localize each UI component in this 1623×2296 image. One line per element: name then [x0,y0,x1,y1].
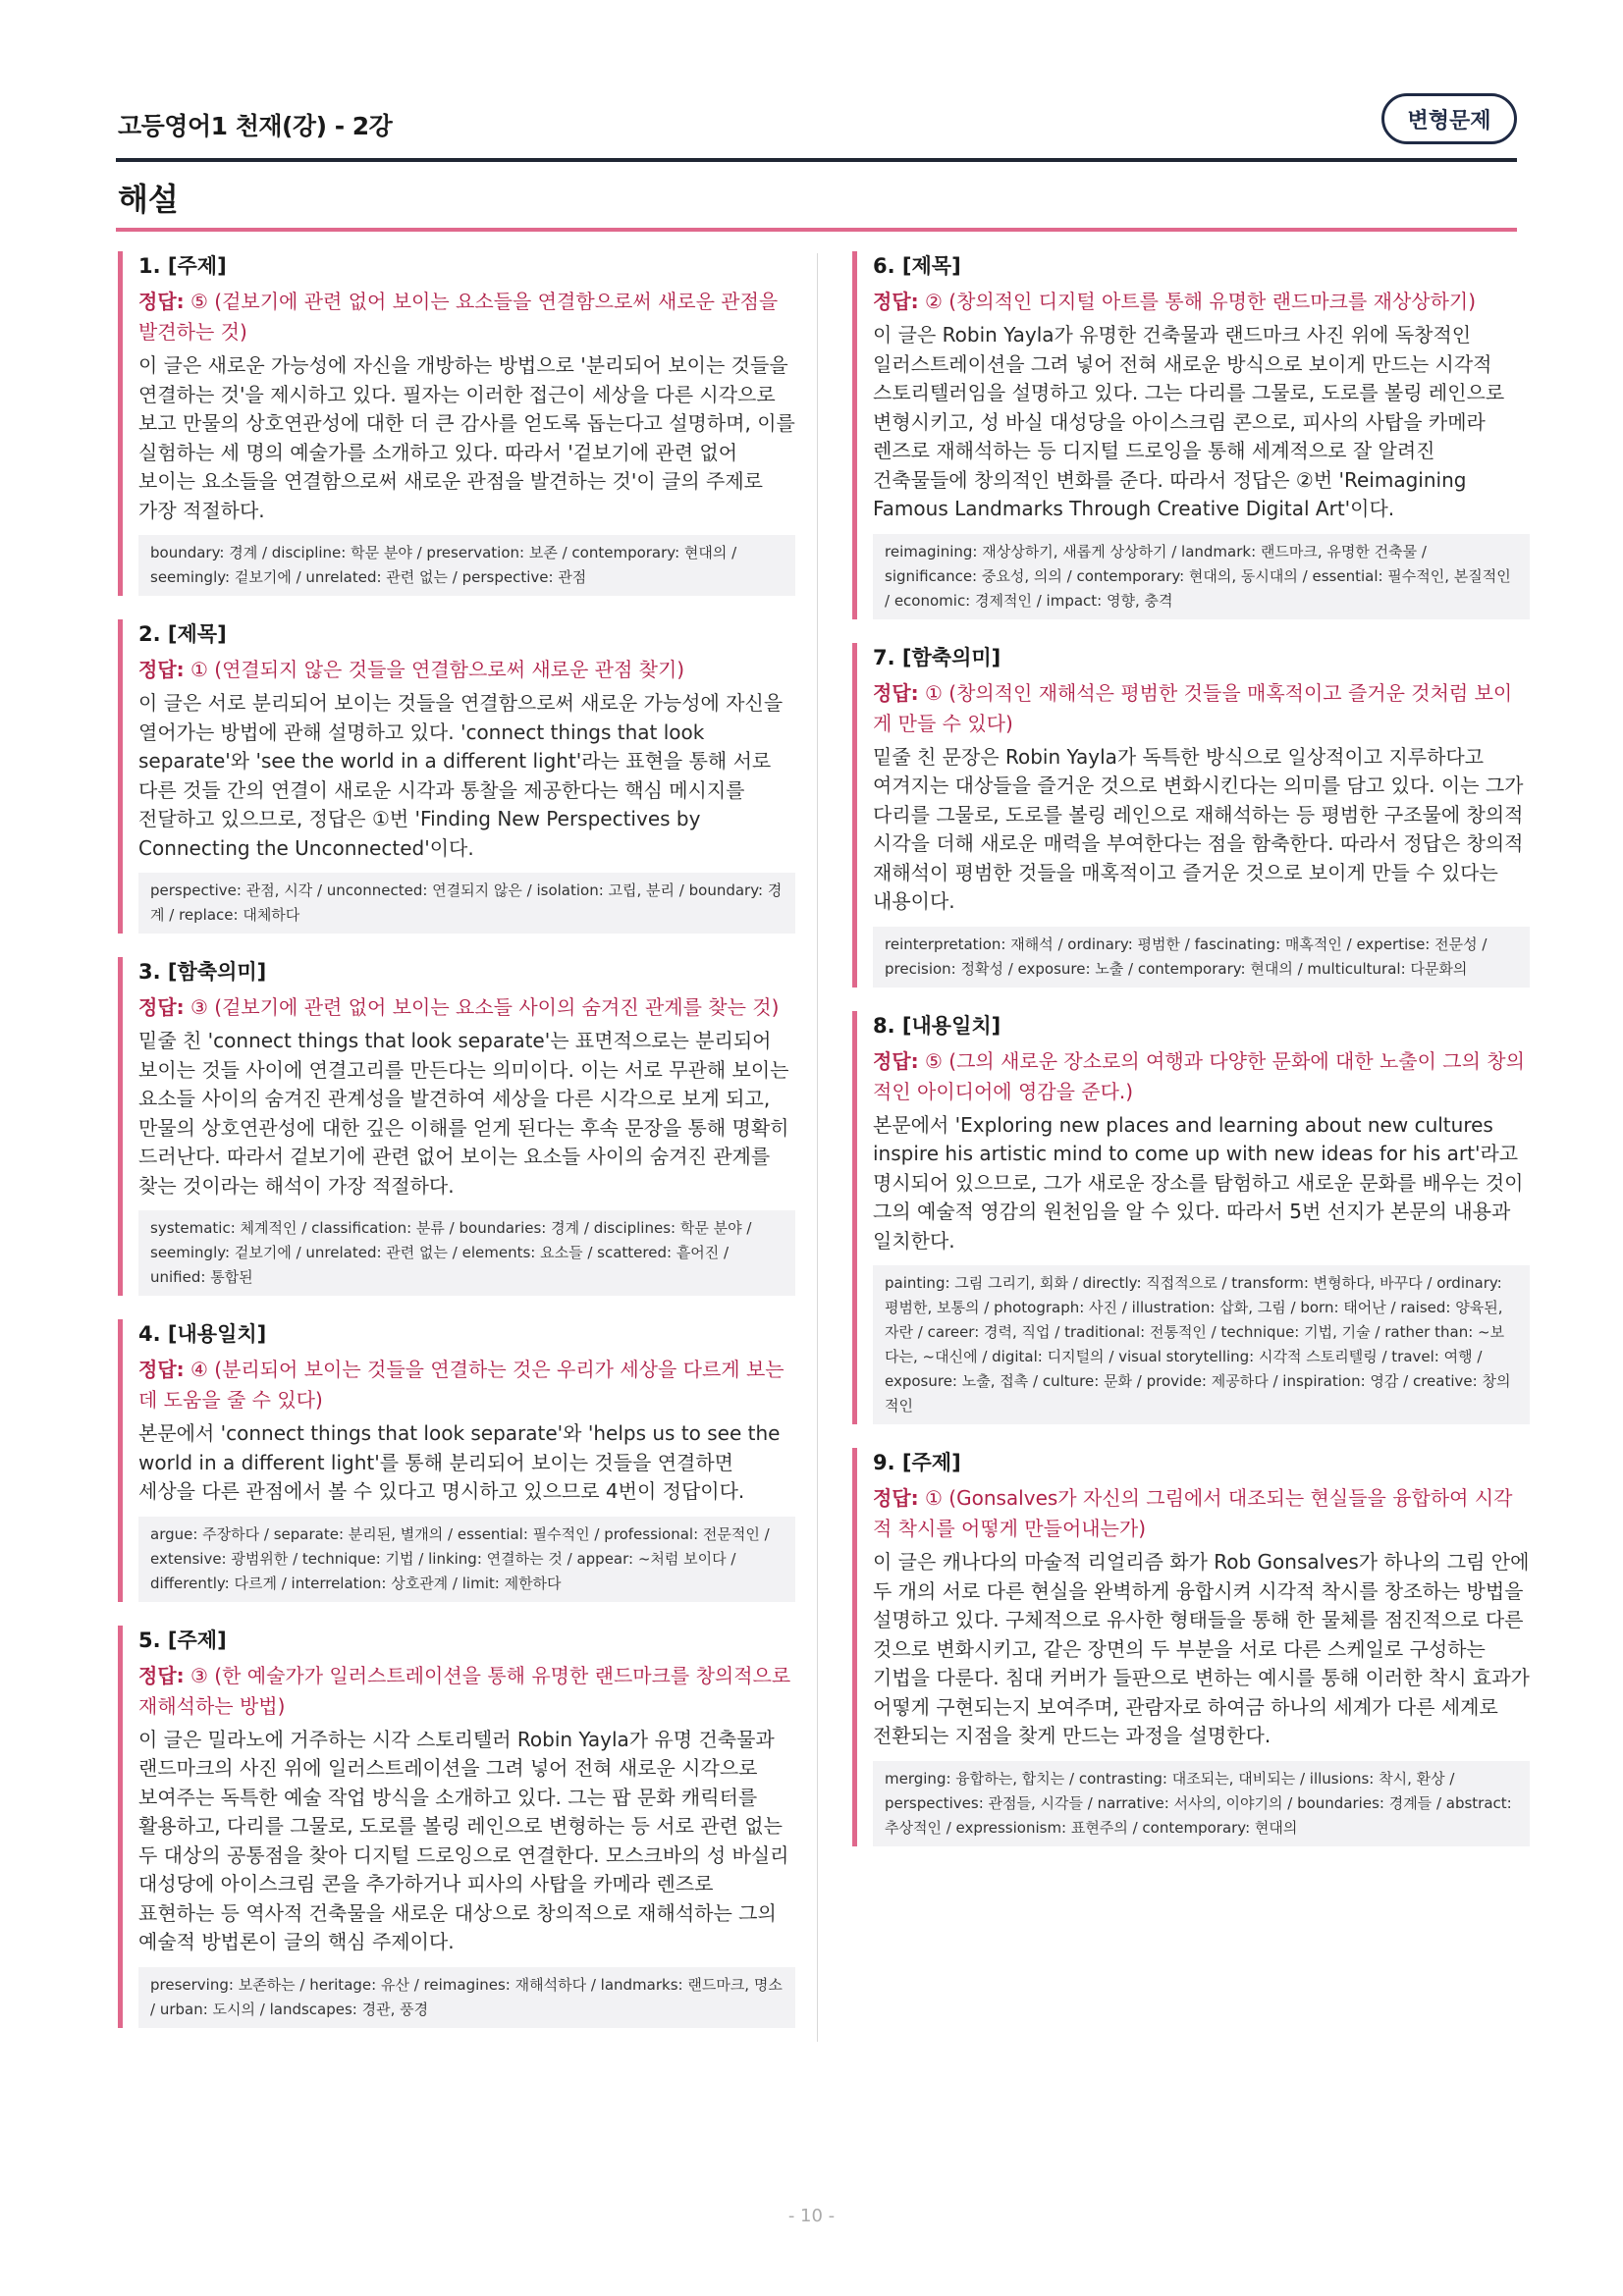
question-3 [118,957,795,1296]
question-answer [873,1483,1530,1544]
answer-text: ③ (한 예술가가 일러스트레이션을 통해 유명한 랜드마크를 창의적으로 재해석하는 방법) [138,1663,791,1718]
vocabulary-box: systematic: 체계적인 / classification: 분류 / boundaries: 경계 / disciplines: 학문 분야 / seemingly: 겉보기에 / unrelated: 관련 없는 / elements: 요소들 / scattered: 흩어진 / unified: 통합된 [138,1210,795,1296]
variant-question-badge: 변형문제 [1381,93,1517,144]
answer-label: 정답: [138,1663,185,1687]
question-1 [118,251,795,596]
question-title: 7. [함축의미] [873,645,1001,669]
answer-text: ⑤ (겉보기에 관련 없어 보이는 요소들을 연결함으로써 새로운 관점을 발견하는 것) [138,290,779,344]
question-title: 1. [주제] [138,254,227,278]
answer-text: ① (창의적인 재해석은 평범한 것들을 매혹적이고 즐거운 것처럼 보이게 만들 수 있다) [873,680,1513,735]
vocabulary-box: perspective: 관점, 시각 / unconnected: 연결되지 않은 / isolation: 고립, 분리 / boundary: 경계 / replace: 대체하다 [138,873,795,934]
answer-label: 정답: [138,658,185,681]
question-explanation: 이 글은 캐나다의 마술적 리얼리즘 화가 Rob Gonsalves가 하나의 그림 안에 두 개의 서로 다른 현실을 완벽하게 융합시켜 시각적 착시를 창조하는 방법을 설명하고 있다. 구체적으로 유사한 형태들을 통해 한 물체를 점진적으로 다른 것으로 변화시키고, 같은 장면의 두 부분을 서로 다른 스케일로 구성하는 기법을 다룬다. 침대 커버가 들판으로 변하는 예시를 통해 이러한 착시 효과가 어떻게 구현되는지 보여주며, 관람자로 하여금 하나의 세계가 다른 세계로 전환되는 지점을 찾게 만드는 과정을 설명한다. [873,1550,1530,1747]
vocabulary-box: merging: 융합하는, 합치는 / contrasting: 대조되는, 대비되는 / illusions: 착시, 환상 / perspectives: 관점들, 시각들 / narrative: 서사의, 이야기의 / boundaries: 경계들 / abstract: 추상적인 / expressionism: 표현주의 / contemporary: 현대의 [873,1761,1530,1846]
answer-label: 정답: [873,680,919,705]
answer-label: 정답: [873,1048,919,1073]
column-divider [817,253,818,2042]
section-title: 해설 [118,181,179,218]
question-8 [852,1011,1530,1425]
question-answer [873,678,1530,739]
question-answer [873,1046,1530,1107]
page-number: - 10 - [787,2206,836,2226]
question-answer [873,287,1530,317]
question-title: 4. [내용일치] [138,1322,267,1346]
question-answer [138,1355,795,1415]
right-column [852,251,1530,1870]
vocabulary-box: argue: 주장하다 / separate: 분리된, 별개의 / essential: 필수적인 / professional: 전문적인 / extensive: 광범위한 / technique: 기법 / linking: 연결하는 것 / appear: ~처럼 보이다 / differently: 다르게 / interrelation: 상호관계 / limit: 제한하다 [138,1517,795,1602]
question-answer [138,992,795,1023]
question-title: 9. [주제] [873,1451,961,1474]
question-5 [118,1626,795,2028]
question-title: 5. [주제] [138,1628,227,1652]
question-explanation: 밑줄 친 문장은 Robin Yayla가 독특한 방식으로 일상적이고 지루하다고 여겨지는 대상들을 즐거운 것으로 변화시킨다는 의미를 담고 있다. 이는 그가 다리를 그물로, 도로를 볼링 레인으로 재해석하는 등 평범한 구조물에 창의적 시각을 더해 새로운 매력을 부여한다는 점을 함축한다. 따라서 정답은 창의적 재해석이 평범한 것들을 매혹적이고 즐거운 것으로 보이게 만들 수 있다는 내용이다. [873,744,1524,913]
answer-label: 정답: [873,290,919,313]
question-2 [118,619,795,934]
vocabulary-box: painting: 그림 그리기, 회화 / directly: 직접적으로 / transform: 변형하다, 바꾸다 / ordinary: 평범한, 보통의 / photograph: 사진 / illustration: 삽화, 그림 / born: 태어난 / raised: 양육된, 자란 / career: 경력, 직업 / traditional: 전통적인 / technique: 기법, 기술 / rather than: ~보다는, ~대신에 / digital: 디지털의 / visual storytelling: 시각적 스토리텔링 / travel: 여행 / exposure: 노출, 접촉 / culture: 문화 / provide: 제공하다 / inspiration: 영감 / creative: 창의적인 [873,1265,1530,1424]
answer-text: ⑤ (그의 새로운 장소로의 여행과 다양한 문화에 대한 노출이 그의 창의적인 아이디어에 영감을 준다.) [873,1048,1525,1103]
header [116,93,1517,162]
answer-text: ③ (겉보기에 관련 없어 보이는 요소들 사이의 숨겨진 관계를 찾는 것) [190,995,780,1019]
answer-text: ① (연결되지 않은 것들을 연결함으로써 새로운 관점 찾기) [190,658,685,681]
answer-text: ④ (분리되어 보이는 것들을 연결하는 것은 우리가 세상을 다르게 보는데 도움을 줄 수 있다) [138,1358,784,1412]
question-explanation: 본문에서 'Exploring new places and learning about new cultures inspire his artistic mind to come up with new ideas for his art'라고 명시되어 있으므로, 그가 새로운 장소를 탐험하고 새로운 문화를 배우는 것이 그의 예술적 영감의 원천임을 알 수 있다. 따라서 5번 선지가 본문의 내용과 일치한다. [873,1112,1524,1253]
question-explanation: 이 글은 새로운 가능성에 자신을 개방하는 방법으로 '분리되어 보이는 것들을 연결하는 것'을 제시하고 있다. 필자는 이러한 접근이 세상을 다른 시각으로 보고 만물의 상호연관성에 대한 더 큰 감사를 얻도록 돕는다고 설명하며, 이를 실험하는 세 명의 예술가를 소개하고 있다. 따라서 '겉보기에 관련 없어 보이는 요소들을 연결함으로써 새로운 관점을 발견하는 것'이 글의 주제로 가장 적절하다. [138,353,795,522]
vocabulary-box: reimagining: 재상상하기, 새롭게 상상하기 / landmark: 랜드마크, 유명한 건축물 / significance: 중요성, 의의 / contemporary: 현대의, 동시대의 / essential: 필수적인, 본질적인 / economic: 경제적인 / impact: 영향, 충격 [873,534,1530,619]
question-answer [138,655,795,685]
question-7 [852,643,1530,988]
question-4 [118,1319,795,1602]
question-answer [138,287,795,347]
question-9 [852,1448,1530,1846]
answer-label: 정답: [138,290,185,313]
answer-label: 정답: [873,1486,919,1510]
question-explanation: 밑줄 친 'connect things that look separate'는 표면적으로는 분리되어 보이는 것들 사이에 연결고리를 만든다는 의미이다. 이는 서로 무관해 보이는 요소들 사이의 숨겨진 관계성을 발견하여 세상을 다른 시각으로 보게 되고, 만물의 상호연관성에 대한 깊은 이해를 얻게 된다는 후속 문장을 통해 명확히 드러난다. 따라서 겉보기에 관련 없어 보이는 요소들 사이의 숨겨진 관계를 찾는 것이라는 해석이 가장 적절하다. [138,1029,789,1198]
vocabulary-box: preserving: 보존하는 / heritage: 유산 / reimagines: 재해석하다 / landmarks: 랜드마크, 명소 / urban: 도시의 / landscapes: 경관, 풍경 [138,1967,795,2028]
question-6 [852,251,1530,619]
answer-text: ① (Gonsalves가 자신의 그림에서 대조되는 현실들을 융합하여 시각적 착시를 어떻게 만들어내는가) [873,1486,1513,1540]
question-title: 2. [제목] [138,622,227,646]
answer-label: 정답: [138,995,185,1019]
question-explanation: 본문에서 'connect things that look separate'와 'helps us to see the world in a different light'를 통해 분리되어 보이는 것들을 연결하면 세상을 다른 관점에서 볼 수 있다고 명시하고 있으므로 4번이 정답이다. [138,1421,781,1503]
question-explanation: 이 글은 밀라노에 거주하는 시각 스토리텔러 Robin Yayla가 유명 건축물과 랜드마크의 사진 위에 일러스트레이션을 그려 넣어 전혀 새로운 시각으로 보여주는 독특한 예술 작업 방식을 소개하고 있다. 그는 팝 문화 캐릭터를 활용하고, 다리를 그물로, 도로를 볼링 레인으로 변형하는 등 서로 관련 없는 두 대상의 공통점을 찾아 디지털 드로잉으로 연결한다. 모스크바의 성 바실리 대성당에 아이스크림 콘을 추가하거나 피사의 사탑을 카메라 렌즈로 표현하는 등 역사적 건축물을 새로운 대상으로 창의적으로 재해석하는 그의 예술적 방법론이 글의 핵심 주제이다. [138,1727,789,1953]
question-title: 6. [제목] [873,254,961,278]
question-answer [138,1661,795,1722]
vocabulary-box: reinterpretation: 재해석 / ordinary: 평범한 / fascinating: 매혹적인 / expertise: 전문성 / precision: 정확성 / exposure: 노출 / contemporary: 현대의 / multicultural: 다문화의 [873,927,1530,988]
vocabulary-box: boundary: 경계 / discipline: 학문 분야 / preservation: 보존 / contemporary: 현대의 / seemingly: 겉보기에 / unrelated: 관련 없는 / perspective: 관점 [138,535,795,596]
section-divider [116,228,1517,232]
header-title: 고등영어1 천재(강) - 2강 [118,112,393,140]
question-title: 8. [내용일치] [873,1013,1001,1038]
left-column [118,251,795,2052]
answer-label: 정답: [138,1358,185,1381]
question-explanation: 이 글은 서로 분리되어 보이는 것들을 연결함으로써 새로운 가능성에 자신을 열어가는 방법에 관해 설명하고 있다. 'connect things that look separate'와 'see the world in a different light'라는 표현을 통해 서로 다른 것들 간의 연결이 새로운 시각과 통찰을 제공한다는 핵심 메시지를 전달하고 있으므로, 정답은 ①번 'Finding New Perspectives by Connecting the Unconnected'이다. [138,691,784,860]
answer-text: ② (창의적인 디지털 아트를 통해 유명한 랜드마크를 재상상하기) [925,290,1477,313]
question-title: 3. [함축의미] [138,960,267,984]
question-explanation: 이 글은 Robin Yayla가 유명한 건축물과 랜드마크 사진 위에 독창적인 일러스트레이션을 그려 넣어 전혀 새로운 방식으로 보이게 만드는 시각적 스토리텔러임을 설명하고 있다. 그는 다리를 그물로, 도로를 볼링 레인으로 변형시키고, 성 바실 대성당을 아이스크림 콘으로, 피사의 사탑을 카메라 렌즈로 재해석하는 등 디지털 드로잉을 통해 세계적으로 잘 알려진 건축물들에 창의적인 변화를 준다. 따라서 정답은 ②번 'Reimagining Famous Landmarks Through Creative Digital Art'이다. [873,323,1505,520]
